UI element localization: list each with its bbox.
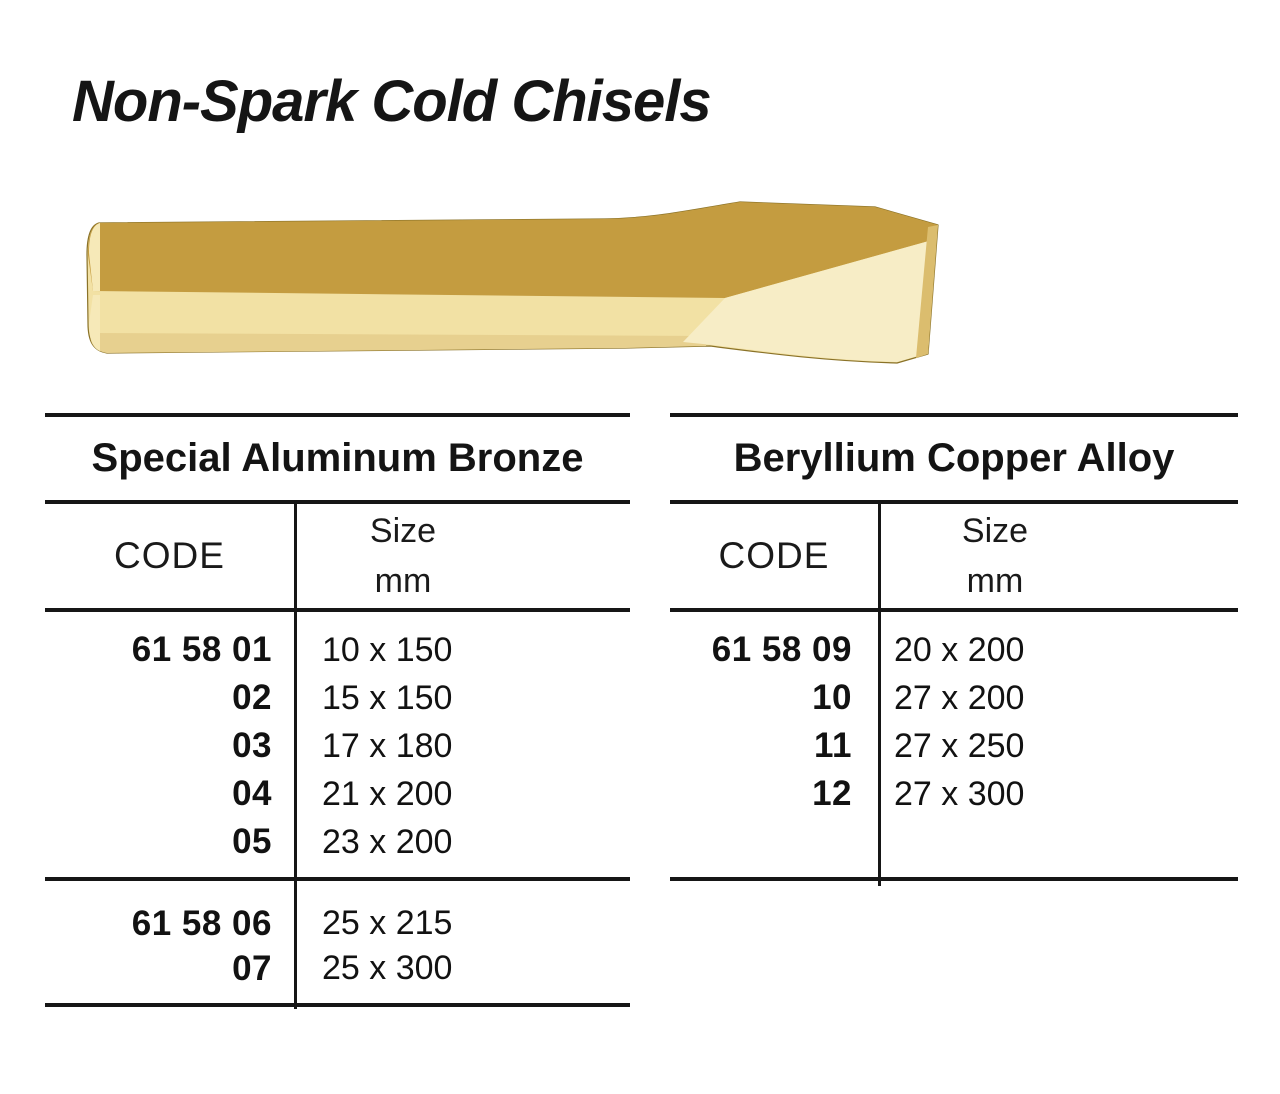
size-cell: 25 x 300 [322,949,453,987]
table-row [45,722,630,770]
size-cell: 21 x 200 [322,774,453,813]
size-label: Size [369,512,437,550]
size-cell: 23 x 200 [322,822,453,861]
code-cell: 07 [232,948,272,988]
code-cell: 61 58 06 [131,903,272,943]
code-cell: 05 [232,822,272,861]
code-cell: 10 [812,678,852,717]
table-title: Beryllium Copper Alloy [733,436,1175,480]
table-body-group-1 [670,612,1238,877]
size-unit-label: mm [966,562,1024,600]
code-cell: 61 58 01 [131,630,272,669]
table-body-group-1 [45,612,630,877]
table-row [670,770,1238,818]
table-row [670,674,1238,722]
table-row [670,626,1238,674]
page-title: Non-Spark Cold Chisels [72,69,711,134]
size-cell: 27 x 200 [894,678,1025,717]
size-column-header [920,506,1070,606]
chisel-image [85,195,945,365]
table-body-group-2 [45,881,630,1003]
code-cell: 12 [812,774,852,813]
size-label: Size [961,512,1029,550]
column-divider [878,500,881,886]
column-headers [670,504,1238,608]
code-column-header: CODE [114,535,225,576]
code-cell: 02 [232,678,272,717]
size-cell: 27 x 300 [894,774,1025,813]
size-unit-label: mm [374,562,432,600]
rule-bottom [670,877,1238,881]
table-row [45,946,630,991]
chisel-shade [90,333,707,353]
table-row [45,770,630,818]
size-column-header [328,506,478,606]
table-title: Special Aluminum Bronze [91,436,584,480]
column-headers [45,504,630,608]
column-divider [294,500,297,1009]
code-column-header: CODE [718,535,830,576]
size-cell: 27 x 250 [894,726,1025,765]
size-cell: 15 x 150 [322,678,453,717]
size-cell: 20 x 200 [894,630,1025,669]
code-cell: 11 [814,726,852,765]
size-cell: 17 x 180 [322,726,453,765]
table-row [45,626,630,674]
table-row [45,818,630,866]
table-row [45,901,630,946]
rule-bottom [45,1003,630,1007]
table-row [670,722,1238,770]
table-row [45,674,630,722]
size-cell: 25 x 215 [322,904,453,942]
size-cell: 10 x 150 [322,630,453,669]
code-cell: 61 58 09 [711,630,852,669]
code-cell: 04 [232,774,272,813]
code-cell: 03 [232,726,272,765]
